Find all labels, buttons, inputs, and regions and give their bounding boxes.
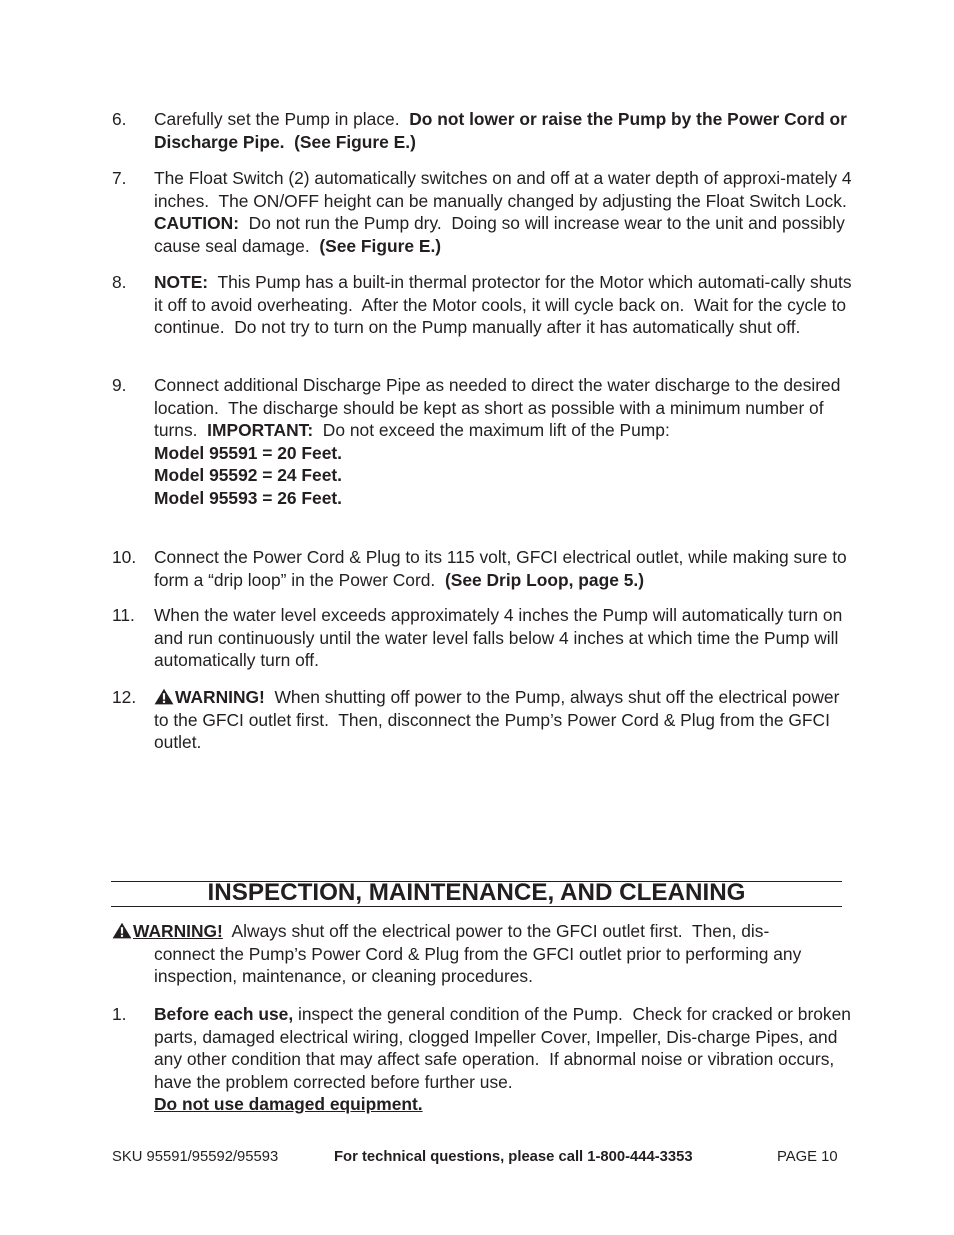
- body-text: This Pump has a built-in thermal protector for the Motor which automati-cally shuts it off to avoid overheating. After the Motor cools, it will cycle back on. Wait for the cycle to continue. Do not try to turn on the Pump manually after it has automatically shut off.: [154, 272, 857, 338]
- warning-triangle-icon: [112, 922, 132, 939]
- emphasis-text: CAUTION:: [154, 213, 240, 234]
- emphasis-text: Model 95593 = 26 Feet.: [154, 487, 343, 508]
- emphasis-text: (See Drip Loop, page 5.): [444, 569, 644, 590]
- emphasis-text: NOTE:: [154, 272, 209, 292]
- emphasis-text: Do not lower or raise the Pump by the Power Cord or Discharge Pipe. (See Figure E.): [154, 109, 852, 152]
- emphasis-text: Model 95591 = 20 Feet.: [154, 442, 343, 463]
- item-text: [154, 604, 852, 672]
- body-text: Do not run the Pump dry. Doing so will increase wear to the unit and possibly cause seal damage.: [154, 213, 850, 256]
- item-text: [154, 108, 852, 153]
- maintenance-step-1: [112, 1003, 856, 1116]
- emphasis-text: WARNING!: [175, 687, 265, 707]
- emphasis-text: IMPORTANT:: [207, 420, 314, 441]
- instruction-step-8: [112, 271, 857, 339]
- body-text: When shutting off power to the Pump, always shut off the electrical power to the GFCI outlet first. Then, disconnect the Pump’s Power Cord & Plug from the GFCI outlet.: [154, 687, 845, 753]
- body-text: Do not exceed the maximum lift of the Pump:: [313, 420, 670, 441]
- body-text: Connect the Power Cord & Plug to its 115 volt, GFCI electrical outlet, while making sure to form a “drip loop” in the Power Cord.: [154, 547, 852, 590]
- instruction-step-7: [112, 167, 857, 257]
- instruction-step-11: [112, 604, 852, 672]
- item-number: 1.: [112, 1004, 127, 1024]
- warning-triangle-icon: [154, 688, 174, 705]
- emphasis-text: (See Figure E.): [319, 235, 442, 256]
- instruction-step-9: [112, 374, 852, 510]
- item-number: 6.: [112, 109, 127, 129]
- emphasis-text: Do not use damaged equipment.: [154, 1094, 423, 1115]
- section-warning-text: Always shut off the electrical power to the GFCI outlet first. Then, dis-: [222, 921, 770, 941]
- item-text: [154, 686, 852, 754]
- item-number: 12.: [112, 687, 137, 707]
- body-text: The Float Switch (2) automatically switches on and off at a water depth of approxi-mately 4 inches. The ON/OFF height can be manually changed by adjusting the Float Switch Lock.: [154, 168, 857, 211]
- body-text: Carefully set the Pump in place.: [154, 109, 410, 129]
- item-text: [154, 1003, 856, 1116]
- footer-page-number: PAGE 10: [777, 1149, 838, 1165]
- item-number: 9.: [112, 375, 127, 395]
- instruction-step-10: [112, 546, 852, 591]
- section-warning-first-line: [112, 920, 852, 943]
- instruction-step-12: [112, 686, 852, 754]
- heading-bottom-rule: [111, 906, 842, 907]
- section-heading: INSPECTION, MAINTENANCE, AND CLEANING: [207, 879, 746, 906]
- section-warning-label: WARNING!: [133, 921, 223, 941]
- emphasis-text: Before each use,: [154, 1004, 294, 1024]
- section-warning-continuation: connect the Pump’s Power Cord & Plug from the GFCI outlet prior to performing any inspection, maintenance, or cleaning procedures.: [154, 943, 802, 987]
- item-number: 8.: [112, 272, 127, 292]
- item-text: [154, 167, 857, 257]
- item-number: 7.: [112, 168, 127, 188]
- item-text: [154, 546, 852, 591]
- body-text: Connect additional Discharge Pipe as needed to direct the water discharge to the desired location. The discharge should be kept as short as possible with a minimum number of turns.: [154, 375, 846, 441]
- item-text: [154, 374, 852, 510]
- item-number: 10.: [112, 547, 137, 567]
- instruction-step-6: [112, 108, 852, 153]
- footer-contact: For technical questions, please call 1-800-444-3353: [334, 1149, 693, 1165]
- body-text: When the water level exceeds approximately 4 inches the Pump will automatically turn on and run continuously until the water level falls below 4 inches at which time the Pump will automatically turn off.: [154, 605, 848, 671]
- body-text: inspect the general condition of the Pump. Check for cracked or broken parts, damaged electrical wiring, clogged Impeller Cover, Impeller, Dis-charge Pipes, and any other condition that may affect safe operation. If abnormal noise or vibration occurs, have the problem corrected before further use.: [154, 1004, 856, 1092]
- item-text: [154, 271, 857, 339]
- section-warning: [112, 920, 852, 988]
- emphasis-text: Model 95592 = 24 Feet.: [154, 465, 343, 486]
- item-number: 11.: [112, 605, 135, 625]
- footer-sku: SKU 95591/95592/95593: [112, 1149, 279, 1165]
